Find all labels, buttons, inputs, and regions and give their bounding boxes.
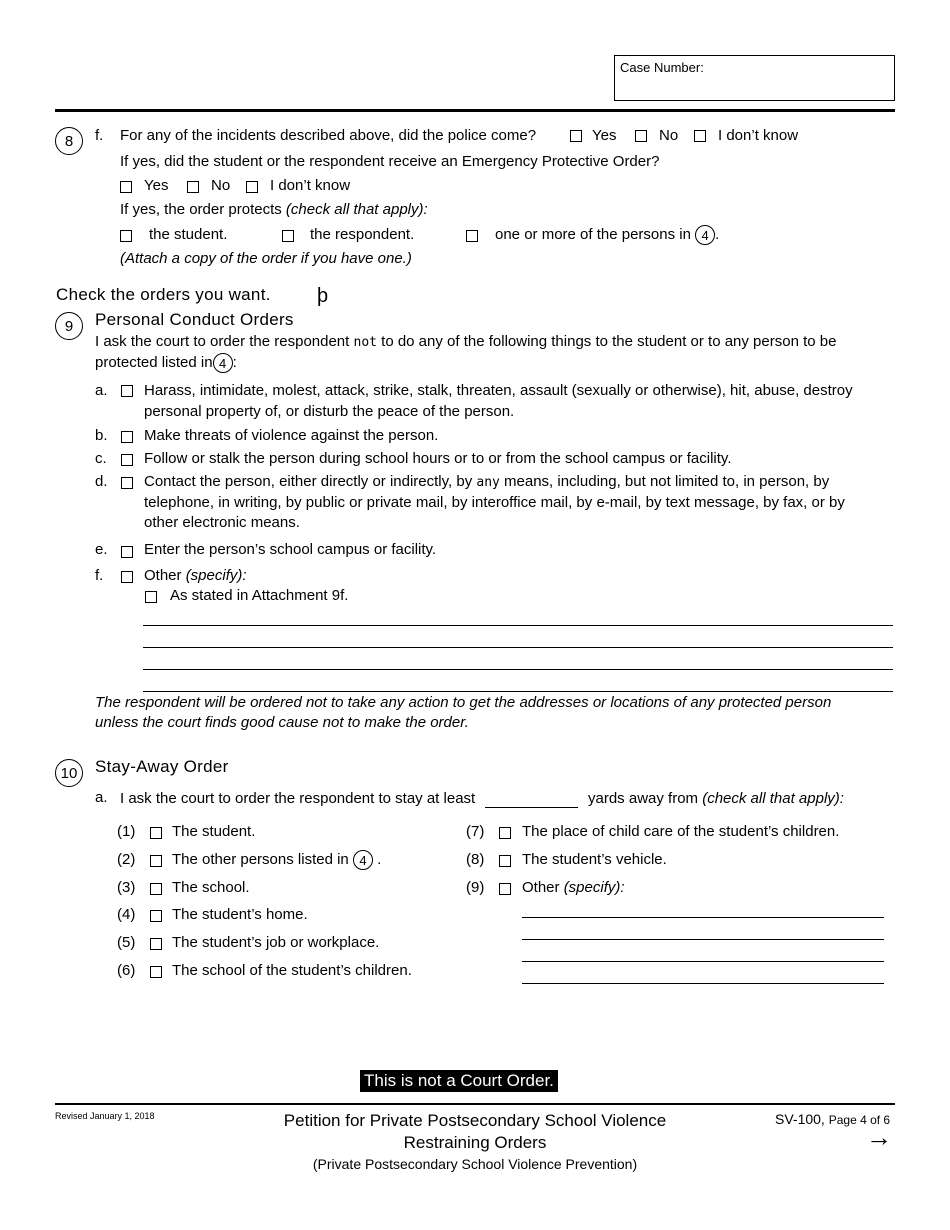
stay-away-item-3-checkbox[interactable] (150, 883, 162, 895)
stay-away-item-8-number: (8) (466, 851, 485, 868)
item-10a-letter: a. (95, 789, 108, 806)
stay-away-item-8-checkbox[interactable] (499, 855, 511, 867)
stay-away-item-2-label: The other persons listed in 4 . (172, 850, 381, 870)
other-specify-line-2[interactable] (522, 939, 884, 940)
form-subtitle: (Private Postsecondary School Violence Prevention) (312, 1156, 638, 1172)
item-8f-question: For any of the incidents described above, did the police come? (120, 127, 537, 144)
item-9a-text: Harass, intimidate, molest, attack, strike, stalk, threaten, assault (sexually or otherwise), hit, abuse, destroy (144, 382, 853, 399)
item-10-number: 10 (55, 759, 83, 787)
form-id: SV-100, Page 4 of 6 (775, 1111, 891, 1127)
police-yes-checkbox[interactable] (570, 130, 582, 142)
other-specify-line-1[interactable] (522, 917, 884, 918)
epo-dont-know-label: I don’t know (270, 177, 351, 194)
stay-away-item-8-label: The student’s vehicle. (522, 851, 667, 868)
item-9f-line-2[interactable] (143, 647, 893, 648)
personal-conduct-title: Personal Conduct Orders (95, 310, 294, 329)
stay-away-item-3-label: The school. (172, 879, 250, 896)
item-9e-text: Enter the person’s school campus or facility. (144, 541, 437, 558)
stay-away-item-9-label: Other (specify): (522, 879, 625, 896)
item-9d-checkbox[interactable] (121, 477, 133, 489)
item-9f-line-1[interactable] (143, 625, 893, 626)
stay-away-item-1-number: (1) (117, 823, 136, 840)
item-9c-letter: c. (95, 450, 107, 467)
item-9c-checkbox[interactable] (121, 454, 133, 466)
stay-away-item-7-checkbox[interactable] (499, 827, 511, 839)
stay-away-item-7-number: (7) (466, 823, 485, 840)
not-court-order-notice: This is not a Court Order. (360, 1070, 558, 1092)
epo-no-label: No (211, 177, 231, 194)
item-9-intro: I ask the court to order the respondent not to do any of the following things to the student or to any person to be (95, 333, 837, 350)
item-9d-text: Contact the person, either directly or indirectly, by any means, including, but not limited to, in person, by (144, 473, 830, 490)
police-no-checkbox[interactable] (635, 130, 647, 142)
item-10a-text: I ask the court to order the respondent to stay at least (120, 790, 476, 807)
case-number-label: Case Number: (620, 60, 704, 75)
next-page-arrow-icon[interactable]: → (866, 1122, 892, 1152)
item-9f-line-4[interactable] (143, 691, 893, 692)
item-9-intro-cont: protected listed in 4 : (95, 353, 237, 373)
stay-away-item-5-label: The student’s job or workplace. (172, 934, 380, 951)
ref-item-4: 4 (695, 225, 715, 245)
protects-persons-checkbox[interactable] (466, 230, 478, 242)
stay-away-title: Stay-Away Order (95, 757, 229, 776)
item-9f-checkbox[interactable] (121, 571, 133, 583)
stay-away-item-9-number: (9) (466, 879, 485, 896)
stay-away-item-4-number: (4) (117, 906, 136, 923)
stay-away-item-5-number: (5) (117, 934, 136, 951)
stay-away-item-4-label: The student’s home. (172, 906, 308, 923)
item-9f-text: Other (specify): (144, 567, 247, 584)
address-note-cont: unless the court finds good cause not to make the order. (95, 714, 469, 731)
item-8f-letter: f. (95, 127, 104, 144)
stay-away-item-2-number: (2) (117, 851, 136, 868)
other-specify-line-3[interactable] (522, 961, 884, 962)
stay-away-item-6-number: (6) (117, 962, 136, 979)
epo-yes-checkbox[interactable] (120, 181, 132, 193)
item-9f-line-3[interactable] (143, 669, 893, 670)
item-9f-letter: f. (95, 567, 104, 584)
police-yes-label: Yes (592, 127, 617, 144)
stay-away-item-2-checkbox[interactable] (150, 855, 162, 867)
item-9e-letter: e. (95, 541, 108, 558)
protects-student-checkbox[interactable] (120, 230, 132, 242)
item-9b-text: Make threats of violence against the person. (144, 427, 439, 444)
stay-away-item-1-label: The student. (172, 823, 256, 840)
protects-respondent-label: the respondent. (310, 226, 415, 243)
item-9c-text: Follow or stalk the person during school hours or to or from the school campus or facility. (144, 450, 732, 467)
other-specify-line-4[interactable] (522, 983, 884, 984)
footer-rule (55, 1103, 895, 1105)
form-title-line-2: Restraining Orders (403, 1133, 547, 1152)
ref-item-4: 4 (353, 850, 373, 870)
police-dont-know-label: I don’t know (718, 127, 799, 144)
stay-away-item-7-label: The place of child care of the student’s children. (522, 823, 840, 840)
protects-persons-label: one or more of the persons in 4 . (495, 225, 719, 245)
stay-away-item-9-checkbox[interactable] (499, 883, 511, 895)
yards-input[interactable] (485, 807, 578, 808)
ref-item-4: 4 (213, 353, 233, 373)
item-9a-checkbox[interactable] (121, 385, 133, 397)
stay-away-item-3-number: (3) (117, 879, 136, 896)
stay-away-item-6-label: The school of the student’s children. (172, 962, 412, 979)
police-no-label: No (659, 127, 679, 144)
protects-student-label: the student. (149, 226, 228, 243)
item-9b-letter: b. (95, 427, 108, 444)
stay-away-item-1-checkbox[interactable] (150, 827, 162, 839)
protects-respondent-checkbox[interactable] (282, 230, 294, 242)
item-9e-checkbox[interactable] (121, 546, 133, 558)
attachment-9f-checkbox[interactable] (145, 591, 157, 603)
police-dont-know-checkbox[interactable] (694, 130, 706, 142)
item-9d-text-cont2: other electronic means. (144, 514, 300, 531)
item-9d-letter: d. (95, 473, 108, 490)
order-protects-question: If yes, the order protects (check all that apply): (120, 201, 428, 218)
item-9b-checkbox[interactable] (121, 431, 133, 443)
item-10a-text-cont: yards away from (check all that apply): (588, 790, 844, 807)
item-9d-text-cont: telephone, in writing, by public or private mail, by interoffice mail, by e-mail, by text message, by fax, or by (144, 494, 845, 511)
item-8-number: 8 (55, 127, 83, 155)
epo-question: If yes, did the student or the respondent receive an Emergency Protective Order? (120, 153, 660, 170)
item-9-number: 9 (55, 312, 83, 340)
epo-yes-label: Yes (144, 177, 169, 194)
attachment-9f-label: As stated in Attachment 9f. (170, 587, 349, 604)
check-orders-heading: Check the orders you want. (56, 285, 271, 304)
epo-dont-know-checkbox[interactable] (246, 181, 258, 193)
stay-away-item-4-checkbox[interactable] (150, 910, 162, 922)
item-9a-text-cont: personal property of, or disturb the peace of the person. (144, 403, 515, 420)
form-title: Petition for Private Postsecondary School Violence (283, 1111, 667, 1130)
attach-order-note: (Attach a copy of the order if you have one.) (120, 250, 412, 267)
item-9a-letter: a. (95, 382, 108, 399)
stay-away-item-6-checkbox[interactable] (150, 966, 162, 978)
revised-date: Revised January 1, 2018 (55, 1111, 155, 1121)
address-note: The respondent will be ordered not to take any action to get the addresses or locations of any protected person (95, 694, 832, 711)
header-rule (55, 109, 895, 112)
stay-away-item-5-checkbox[interactable] (150, 938, 162, 950)
stray-mark: þ (317, 285, 329, 307)
epo-no-checkbox[interactable] (187, 181, 199, 193)
